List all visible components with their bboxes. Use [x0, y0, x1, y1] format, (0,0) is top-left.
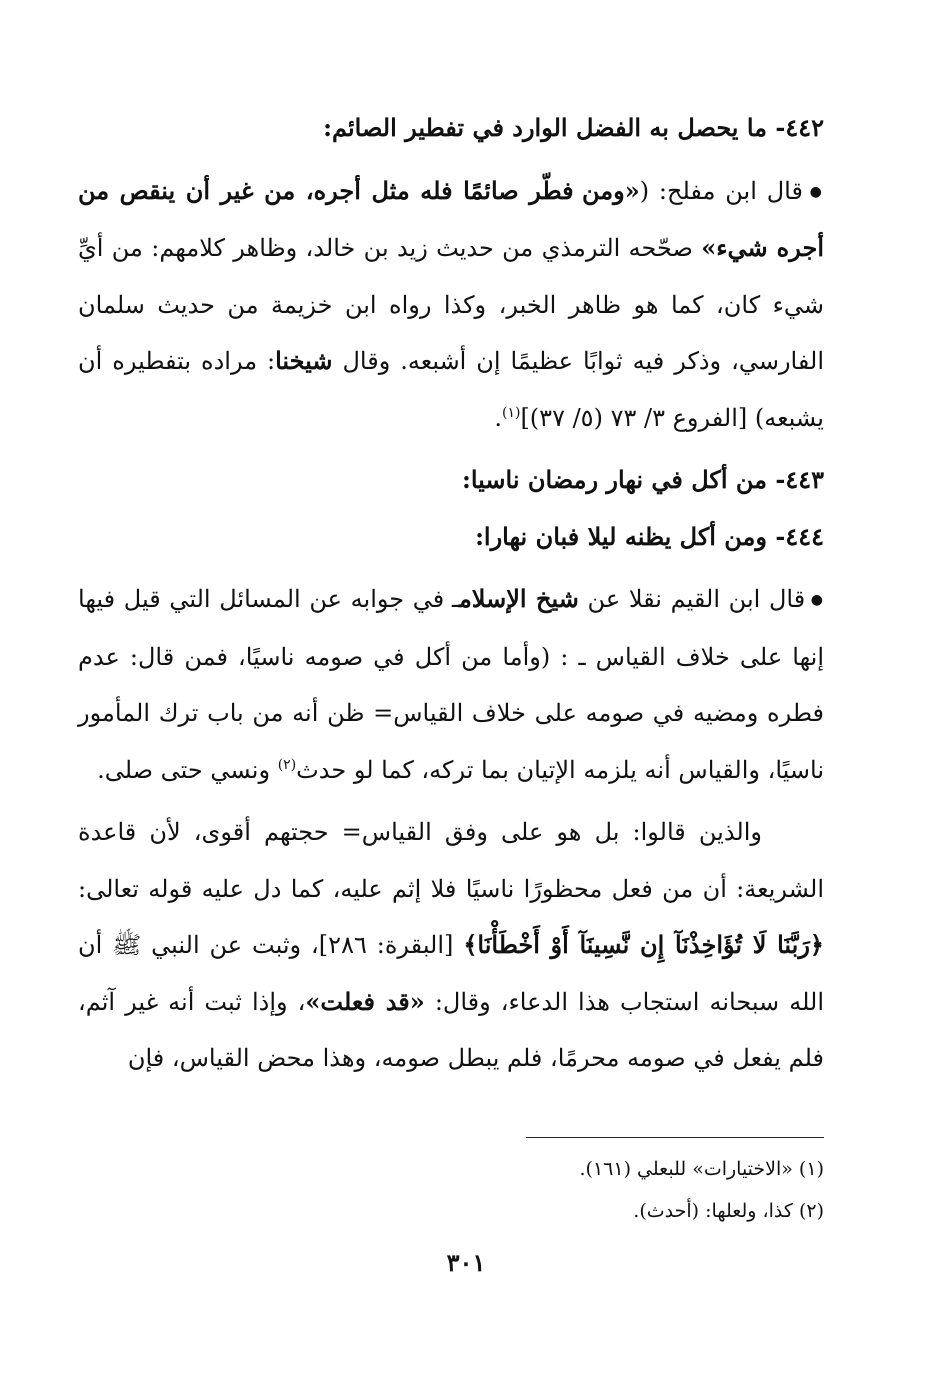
footnote-1: (١) «الاختيارات» للبعلي (١٦١). [579, 1158, 824, 1180]
text-body: والذين قالوا: بل هو على وفق القياس= حجتهم أقوى، لأن قاعدة الشريعة: أن من فعل محظورًا ناسيًا فلا إثم عليه، كما دل عليه قوله تعالى: [78, 818, 824, 903]
text-body: ونسي حتى صلى. [97, 755, 278, 784]
text-body: ـ في جوابه عن المسائل التي قيل فيها إنها على خلاف القياس ـ : (وأما من أكل في صومه ناسيًا، فمن قال: عدم فطره ومضيه في صومه على خلاف القياس= ظن أنه من باب ترك المأمور ناسيًا، والقياس أنه يلزمه الإتيان بما تركه، كما لو حدث [78, 585, 824, 784]
text-intro: قال ابن مفلح: ( [639, 176, 803, 205]
section-heading-442: ٤٤٢- ما يحصل به الفضل الوارد في تفطير الصائم: [323, 113, 824, 142]
text-intro: قال ابن القيم نقلا عن [578, 585, 806, 613]
text-end: . [494, 403, 502, 432]
paragraph-ibn-qayyim [78, 571, 824, 798]
shaykh-name: شيخنا [275, 346, 333, 375]
quran-verse: ﴿رَبَّنَا لَا تُؤَاخِذْنَآ إِن نَّسِينَآ أَوْ أَخْطَأْنَا﴾ [463, 930, 824, 959]
shaykh-al-islam: شيخ الإسلام [458, 584, 579, 613]
footnote-marker-1[interactable]: (١) [501, 404, 521, 421]
section-heading-443: ٤٤٣- من أكل في نهار رمضان ناسيا: [462, 465, 824, 494]
text-body: صحّحه الترمذي من حديث زيد بن خالد، وظاهر كلامهم: من أيِّ شيء كان، كما هو ظاهر الخبر، وكذا رواه ابن خزيمة من حديث سلمان الفارسي، وذكر فيه ثوابًا عظيمًا إن أشبعه. وقال [78, 234, 824, 375]
footnote-divider [526, 1137, 824, 1138]
text-body: ، وإذا ثبت أنه غير آثم، فلم يفعل في صومه محرمًا، فلم يبطل صومه، وهذا محض القياس، فإن [78, 987, 824, 1072]
footnote-2: (٢) كذا، ولعلها: (أحدث). [633, 1200, 824, 1222]
bullet-icon [803, 177, 824, 205]
hadith-quote: «قد فعلت» [305, 986, 425, 1016]
bullet-icon [805, 585, 824, 613]
page-number: ٣٠١ [446, 1248, 486, 1277]
paragraph-ibn-muflih [78, 163, 824, 447]
section-heading-444: ٤٤٤- ومن أكل يظنه ليلا فبان نهارا: [475, 521, 824, 551]
footnotes [78, 1148, 824, 1232]
text-body: : مراده بتفطيره أن يشبعه) [الفروع ٣/ ٧٣ (٥/ ٣٧)] [78, 347, 824, 432]
paragraph-qiyas [78, 804, 824, 1087]
page-body [78, 100, 824, 1087]
text-body: [البقرة: ٢٨٦]، وثبت عن النبي ﷺ أن الله سبحانه استجاب هذا الدعاء، وقال: [78, 931, 824, 1016]
footnote-marker-2[interactable]: (٢) [277, 756, 297, 773]
hadith-quote: «ومن فطّر صائمًا فله مثل أجره، من غير أن ينقص من أجره شيء» [78, 175, 824, 262]
